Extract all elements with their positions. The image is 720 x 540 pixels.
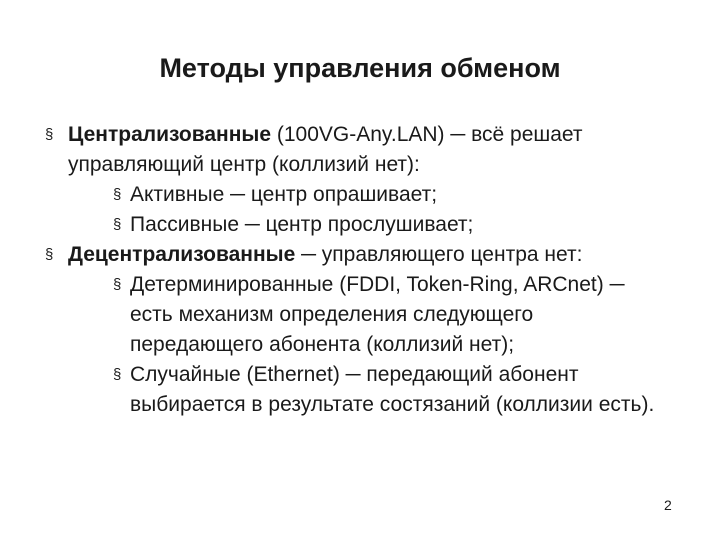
page-number: 2 xyxy=(664,497,672,513)
bullet-icon: § xyxy=(113,276,122,293)
decentralized-text: ─ управляющего центра нет: xyxy=(295,243,583,266)
subbullet-text: Активные ─ центр опрашивает; xyxy=(130,183,438,206)
bullet-icon: § xyxy=(113,366,122,383)
slide-title: Методы управления обменом xyxy=(159,53,561,83)
centralized-text: (100VG-Any.LAN) ─ всё решает управляющий центр (коллизий нет): xyxy=(68,123,583,176)
subbullet-active xyxy=(113,180,670,210)
subbullet-random xyxy=(113,360,670,420)
decentralized-term: Децентрализованные xyxy=(68,243,296,266)
centralized-term: Централизованные xyxy=(68,123,272,146)
bullet-icon: § xyxy=(113,216,122,233)
subbullet-passive xyxy=(113,210,670,240)
subbullet-text: Детерминированные (FDDI, Token-Ring, ARCnet) ─ есть механизм определения следующего передающего абонента (коллизий нет); xyxy=(130,273,625,356)
bullet-centralized xyxy=(45,120,688,180)
bullet-icon: § xyxy=(45,126,54,143)
subbullet-deterministic xyxy=(113,270,670,360)
bullet-decentralized xyxy=(45,240,688,270)
slide-content xyxy=(0,120,720,420)
bullet-icon: § xyxy=(113,186,122,203)
bullet-icon: § xyxy=(45,246,54,263)
subbullet-text: Случайные (Ethernet) ─ передающий абонент выбирается в результате состязаний (коллизии есть). xyxy=(130,363,655,416)
subbullet-text: Пассивные ─ центр прослушивает; xyxy=(130,213,474,236)
